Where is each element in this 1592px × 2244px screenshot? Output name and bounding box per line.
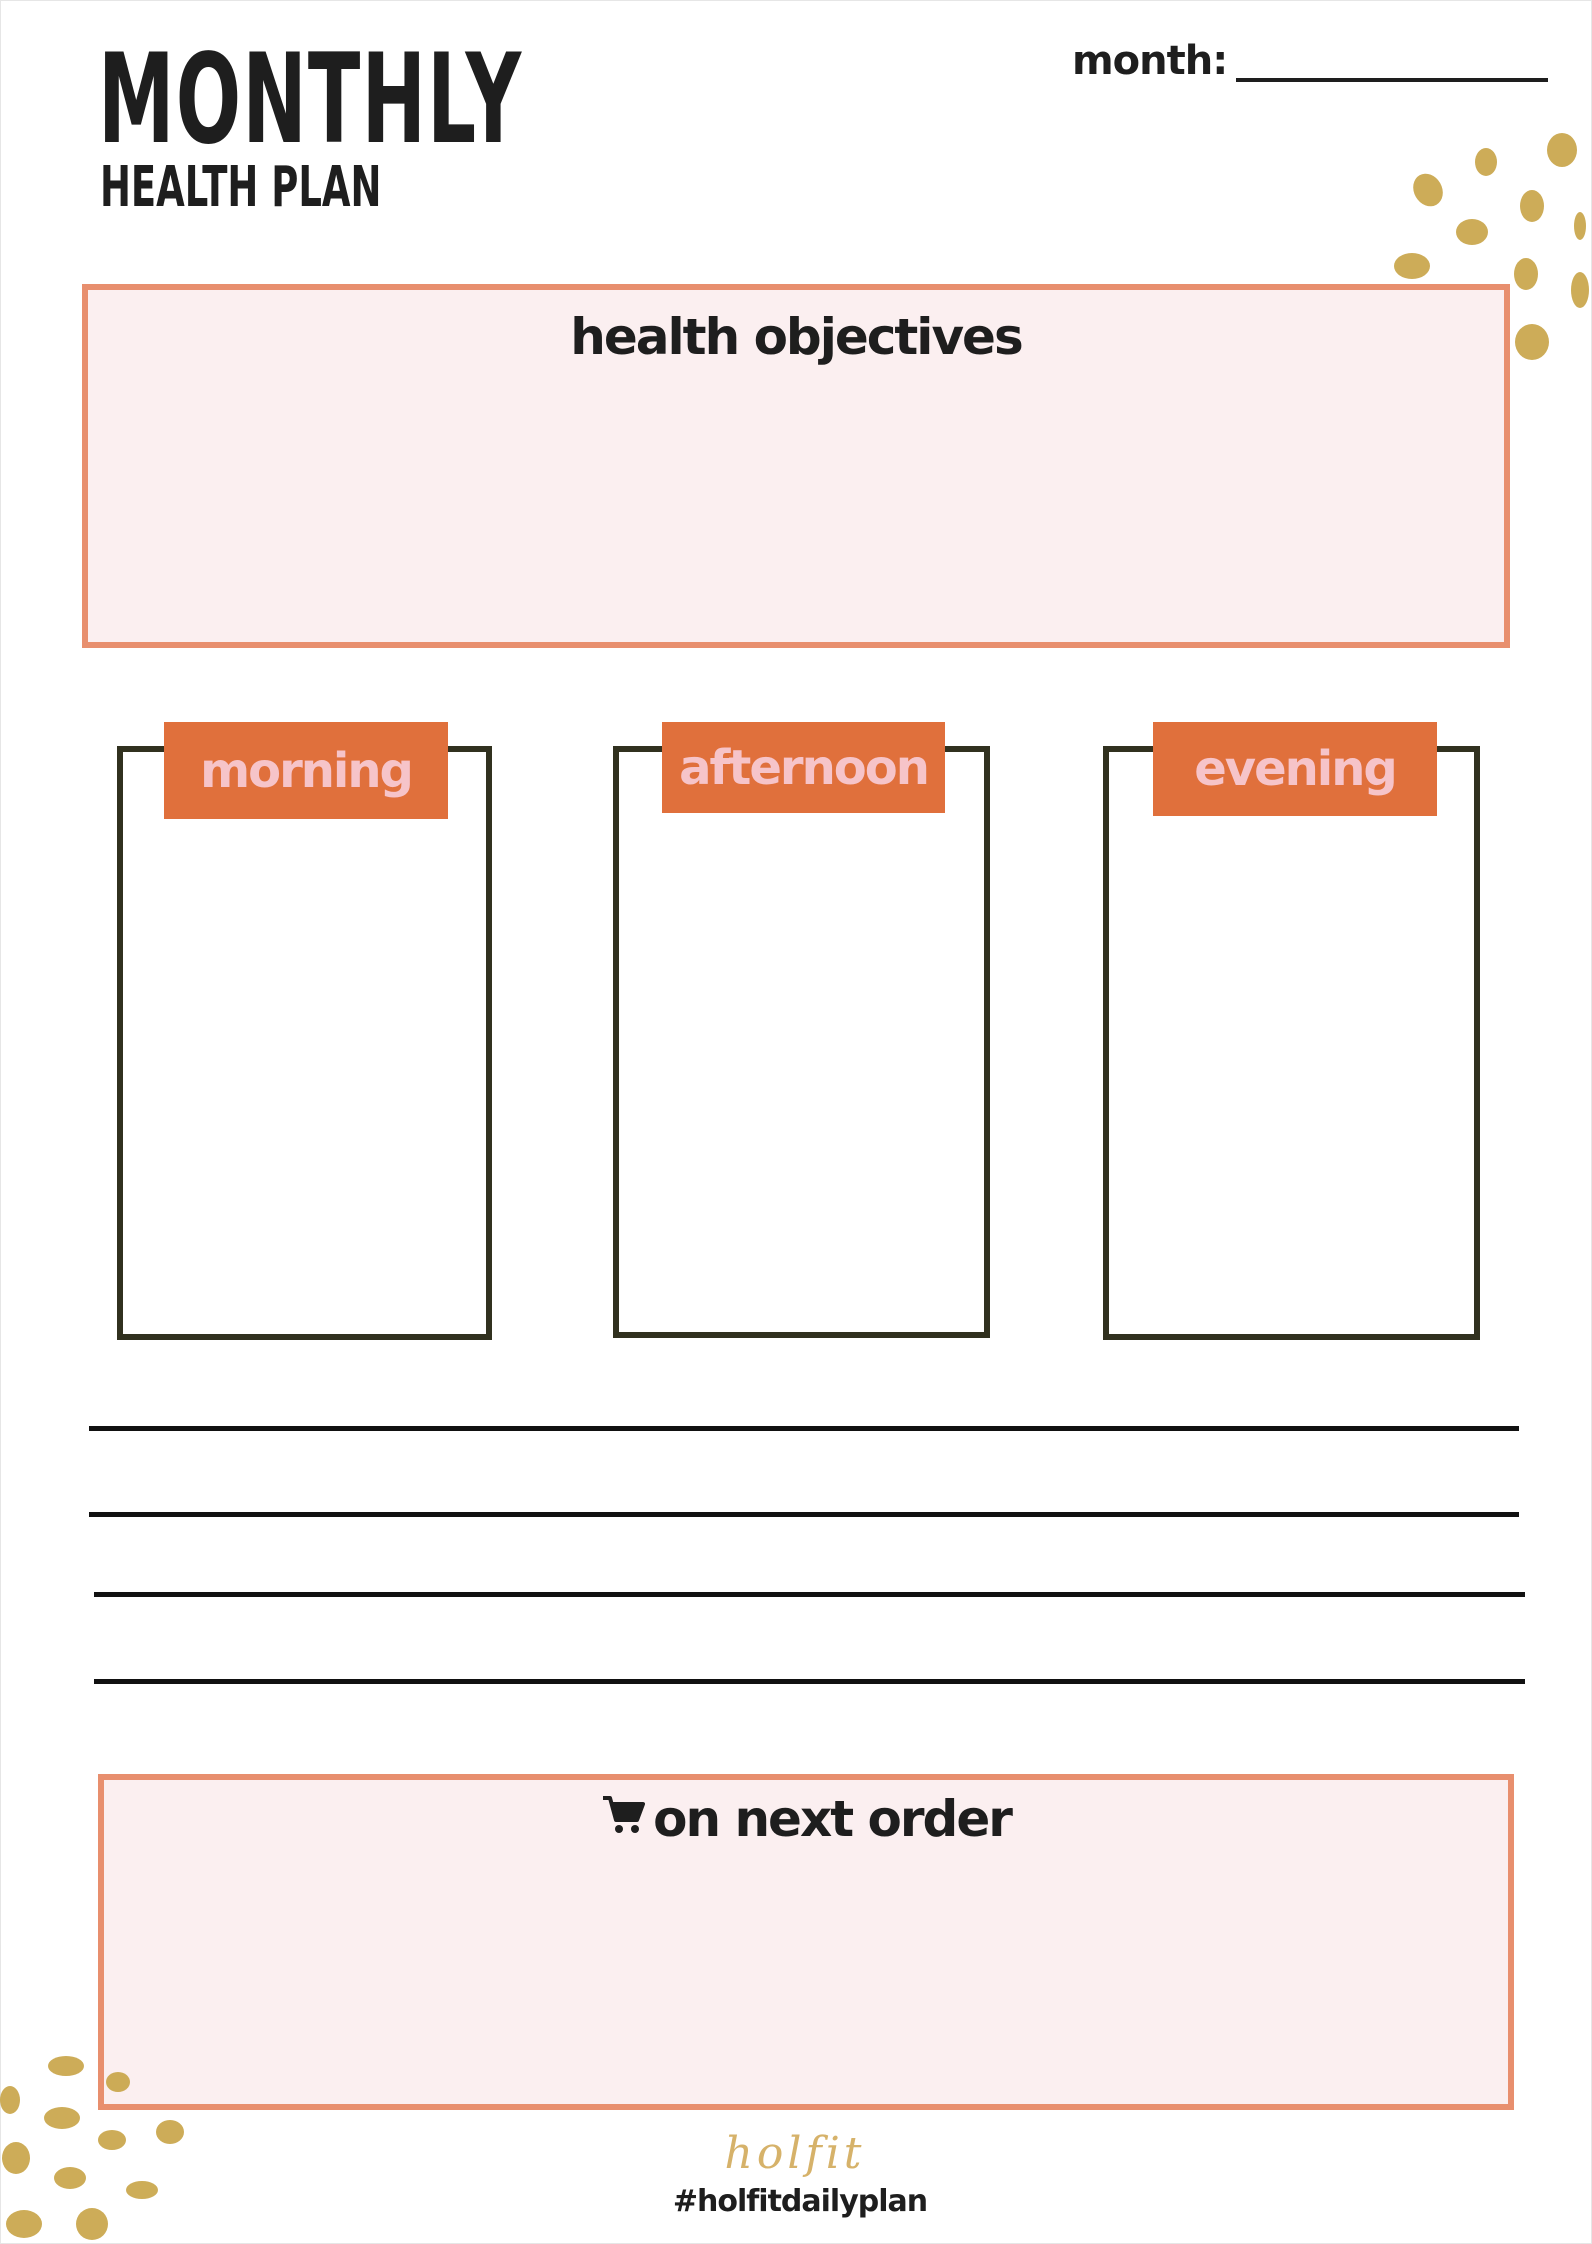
morning-box[interactable] bbox=[117, 746, 492, 1340]
page-subtitle: HEALTH PLAN bbox=[100, 155, 382, 220]
next-order-heading: on next order bbox=[653, 1790, 1011, 1848]
writing-line[interactable] bbox=[89, 1426, 1519, 1431]
morning-tab: morning bbox=[164, 722, 448, 819]
health-objectives-box[interactable] bbox=[82, 284, 1510, 648]
next-order-box[interactable] bbox=[98, 1774, 1514, 2110]
health-objectives-heading: health objectives bbox=[570, 308, 1022, 366]
writing-line[interactable] bbox=[94, 1592, 1525, 1597]
footer-hashtag: #holfitdailyplan bbox=[672, 2184, 928, 2219]
afternoon-box[interactable] bbox=[613, 746, 990, 1338]
month-label: month: bbox=[1072, 38, 1228, 84]
page-title: MONTHLY bbox=[98, 28, 523, 172]
shopping-cart-icon bbox=[601, 1790, 645, 1848]
writing-line[interactable] bbox=[94, 1679, 1525, 1684]
holfit-logo: holfit bbox=[724, 2128, 866, 2179]
writing-line[interactable] bbox=[89, 1512, 1519, 1517]
next-order-heading-row bbox=[104, 1790, 1508, 1852]
evening-tab: evening bbox=[1153, 722, 1437, 816]
afternoon-tab: afternoon bbox=[662, 722, 945, 813]
evening-box[interactable] bbox=[1103, 746, 1480, 1340]
month-input-line[interactable] bbox=[1236, 78, 1548, 82]
